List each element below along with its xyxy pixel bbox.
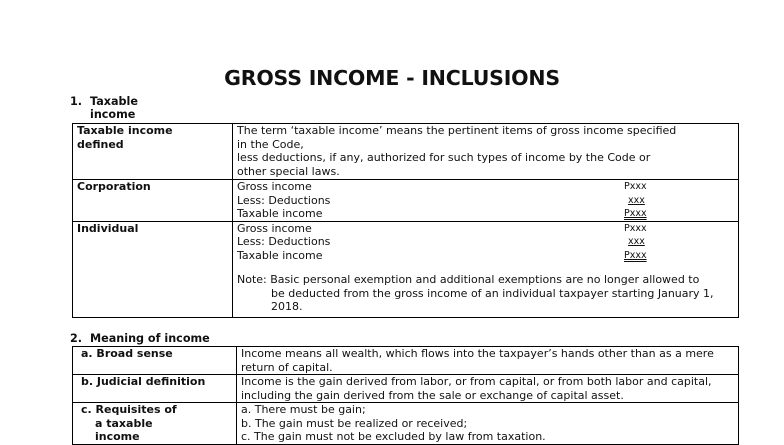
label-line: c. Requisites of: [81, 403, 177, 416]
row-content-requisites: [237, 403, 739, 445]
exemption-note: [237, 273, 734, 314]
text-line: other special laws.: [237, 164, 340, 178]
section-1-heading-line1: Taxable: [90, 95, 138, 108]
line-amount: Pxxx: [624, 181, 647, 192]
note-line: Note: Basic personal exemption and additional exemptions are no longer allowed to: [237, 273, 700, 286]
line-label: Less: Deductions: [237, 235, 331, 248]
text-line: return of capital.: [241, 360, 333, 374]
section-1-heading-line2: income: [90, 108, 136, 121]
row-label-broad-sense: a. Broad sense: [73, 347, 237, 375]
row-label-individual: Individual: [73, 221, 233, 317]
text-line: including the gain derived from the sale or exchange of capital asset.: [241, 388, 624, 402]
amount-line: [237, 235, 734, 249]
table-row: [73, 221, 739, 317]
text-line: The term ‘taxable income’ means the pertinent items of gross income specified: [237, 124, 677, 137]
row-label-corporation: Corporation: [73, 180, 233, 222]
section-2-number: 2.: [70, 332, 83, 345]
table-row: [73, 375, 739, 403]
row-label-defined: [73, 124, 233, 180]
amount-line: [237, 207, 734, 221]
section-2-heading-text: Meaning of income: [90, 332, 210, 345]
section-2-heading: [70, 332, 210, 345]
taxable-income-table: [72, 123, 739, 318]
label-line: a taxable: [95, 416, 153, 430]
line-amount: xxx: [628, 236, 645, 247]
text-line: less deductions, if any, authorized for such types of income by the Code or: [237, 151, 651, 164]
line-label: Taxable income: [237, 207, 323, 220]
line-label: Gross income: [237, 180, 312, 193]
amount-line: [237, 222, 734, 236]
table-row: [73, 403, 739, 445]
row-content-defined: [233, 124, 739, 180]
text-line: in the Code,: [237, 137, 304, 151]
list-item: a. There must be gain;: [241, 403, 366, 416]
page-title: GROSS INCOME - INCLUSIONS: [224, 66, 560, 90]
line-label: Taxable income: [237, 248, 323, 262]
list-item: b. The gain must be realized or received;: [241, 416, 468, 430]
meaning-of-income-table: [72, 346, 739, 445]
label-line: defined: [77, 137, 124, 151]
table-row: [73, 180, 739, 222]
line-amount: xxx: [628, 194, 645, 206]
label-line: income: [95, 430, 140, 443]
section-1-number: 1.: [70, 95, 83, 108]
amount-line: [237, 180, 734, 194]
table-row: [73, 347, 739, 375]
note-line: 2018.: [271, 300, 303, 313]
list-item: c. The gain must not be excluded by law from taxation.: [241, 430, 546, 443]
amount-line: [237, 194, 734, 208]
line-amount: Pxxx: [624, 249, 647, 261]
label-line: Taxable income: [77, 124, 173, 137]
line-label: Gross income: [237, 221, 312, 235]
line-label: Less: Deductions: [237, 193, 331, 207]
text-line: Income means all wealth, which flows into the taxpayer’s hands other than as a mere: [241, 347, 714, 360]
section-1-heading: [70, 95, 138, 121]
amount-line: [237, 249, 734, 263]
row-label-judicial-definition: b. Judicial definition: [73, 375, 237, 403]
note-line: be deducted from the gross income of an individual taxpayer starting January 1,: [271, 286, 714, 300]
row-content-individual: [233, 221, 739, 317]
text-line: Income is the gain derived from labor, or from capital, or from both labor and capital,: [241, 375, 712, 388]
row-content-corporation: [233, 180, 739, 222]
table-row: [73, 124, 739, 180]
line-amount: Pxxx: [624, 208, 647, 219]
row-content-broad-sense: [237, 347, 739, 375]
row-label-requisites: [73, 403, 237, 445]
row-content-judicial-definition: [237, 375, 739, 403]
line-amount: Pxxx: [624, 222, 647, 234]
